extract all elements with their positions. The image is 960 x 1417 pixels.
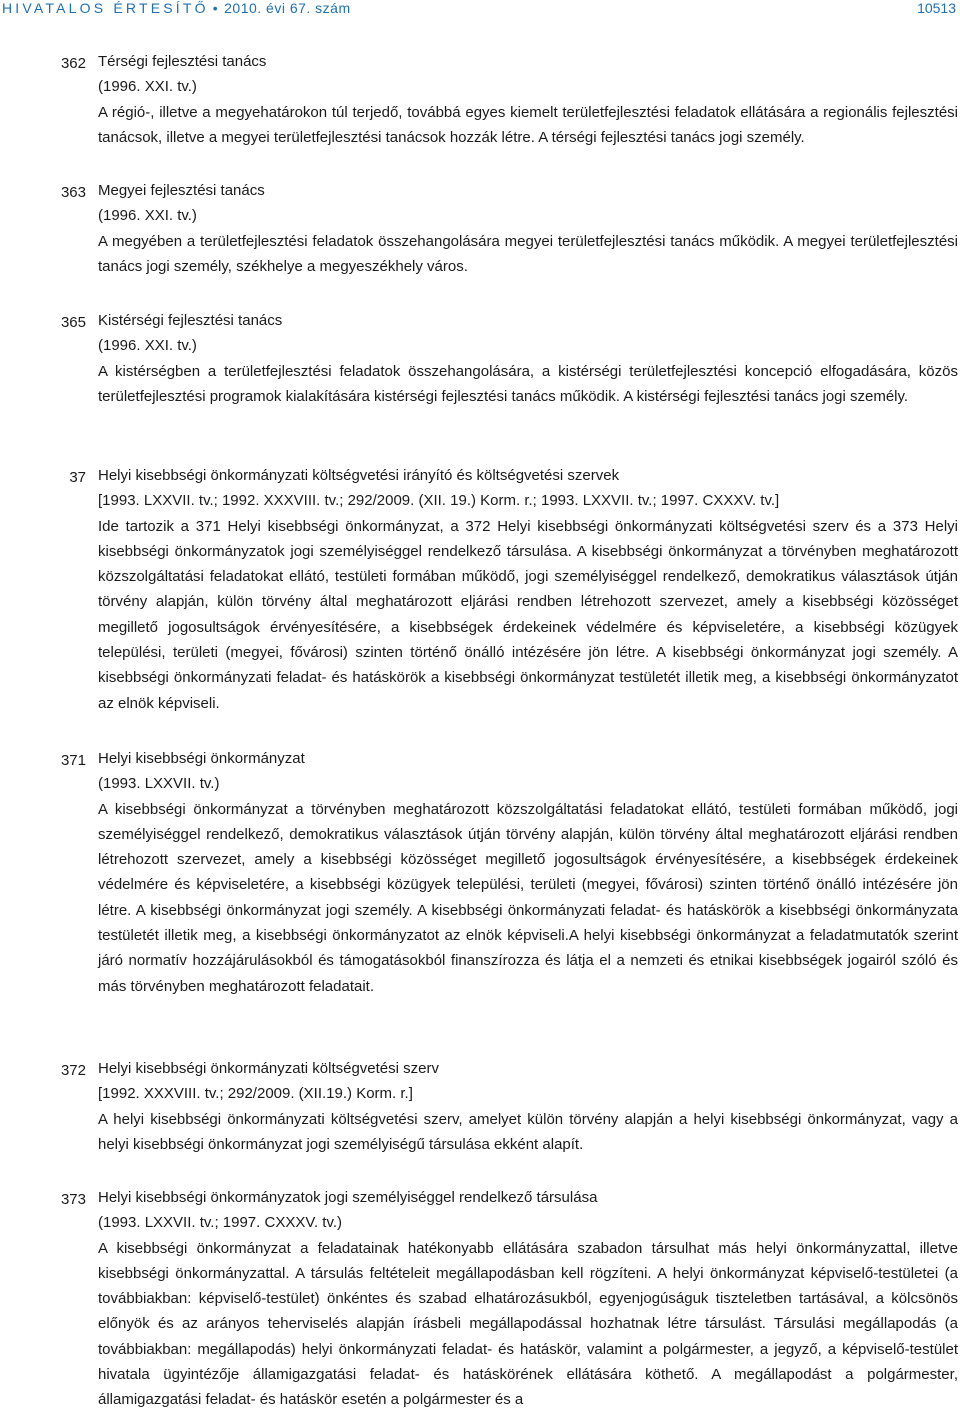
entry-title: Helyi kisebbségi önkormányzatok jogi személyiséggel rendelkező társulása (98, 1189, 598, 1206)
entry-legal-reference: (1996. XXI. tv.) (98, 337, 197, 355)
entry-legal-reference: [1993. LXXVII. tv.; 1992. XXXVIII. tv.; 292/2009. (XII. 19.) Korm. r.; 1993. LXXVII. tv.; 1997. CXXXV. tv.] (98, 492, 780, 510)
entry-code: 362 (60, 55, 86, 72)
entry-description: A megyében a területfejlesztési feladatok összehangolására megyei területfejlesztési tanács működik. A megyei területfejlesztési tanács jogi személy, székhelye a megyeszékhely város. (98, 232, 958, 275)
entry-body (98, 49, 958, 150)
entry-title: Megyei fejlesztési tanács (98, 182, 265, 199)
entry-body (98, 746, 958, 999)
publication-title: HIVATALOS ÉRTESÍTŐ (2, 0, 209, 16)
entry-body (98, 308, 958, 409)
entry-code: 372 (60, 1062, 86, 1079)
entry-description: A kistérségben a területfejlesztési feladatok összehangolására, a kistérségi területfejlesztési koncepció elfogadására, közös területfejlesztési programok kialakítására kistérségi fejlesztési tanács működik. A kistérségi fejlesztési tanács jogi személy. (98, 362, 958, 405)
entry-code: 371 (60, 752, 86, 769)
entry-legal-reference: (1993. LXXVII. tv.; 1997. CXXXV. tv.) (98, 1214, 343, 1232)
entry-legal-reference: (1996. XXI. tv.) (98, 207, 197, 225)
entry-code: 363 (60, 184, 86, 201)
page-number: 10513 (917, 0, 956, 16)
entry-code: 37 (69, 469, 86, 486)
entry-title: Térségi fejlesztési tanács (98, 53, 267, 70)
entry-body (98, 1056, 958, 1157)
entry-description: A helyi kisebbségi önkormányzati költségvetési szerv, amelyet külön törvény alapján a helyi kisebbségi önkormányzat, vagy a helyi kisebbségi önkormányzat jogi személyiségű társulása ekként alapít. (98, 1110, 958, 1153)
page-header (0, 0, 960, 22)
issue-label: 2010. évi 67. szám (224, 0, 351, 16)
entry-code: 365 (60, 314, 86, 331)
entry-title: Kistérségi fejlesztési tanács (98, 312, 283, 329)
entry-legal-reference: [1992. XXXVIII. tv.; 292/2009. (XII.19.) Korm. r.] (98, 1085, 413, 1103)
entry-description: A kisebbségi önkormányzat a feladatainak hatékonyabb ellátására szabadon társulhat más helyi önkormányzattal, illetve kisebbségi önkormányzattal. A társulás feltételeit megállapodásban kell rögzíteni. A helyi önkormányzat képviselő-testületei (a továbbiakban: képviselő-testület) önkéntes és szabad elhatározásukból, egyenjogúságuk tiszteletben tartásával, a kölcsönös előnyök és az arányos teherviselés alapján írásbeli megállapodással hozhatnak létre társulást. Társulási megállapodás (a továbbiakban: megállapodás) helyi önkormányzati feladat- és hatáskör, valamint a polgármester, a jegyző, a képviselő-testület hivatala ügyintézője államigazgatási feladat- és hatáskörének ellátására köthető. A megállapodást a polgármester, államigazgatási feladat- és hatáskör esetén a polgármester és a (98, 1239, 958, 1409)
entry-body (98, 178, 958, 279)
entry-legal-reference: (1996. XXI. tv.) (98, 78, 197, 96)
entry-legal-reference: (1993. LXXVII. tv.) (98, 775, 220, 793)
entry-title: Helyi kisebbségi önkormányzat (98, 750, 305, 767)
entry-description: Ide tartozik a 371 Helyi kisebbségi önkormányzat, a 372 Helyi kisebbségi önkormányzati költségvetési szerv és a 373 Helyi kisebbségi önkormányzatok jogi személyiséggel rendelkező társulása. A kisebbségi önkormányzat a törvényben meghatározott közszolgáltatási feladatokat ellátó, testületi formában működő, jogi személyiséggel rendelkező, demokratikus választások útján törvény alapján, külön törvény által meghatározott eljárási rendben létrehozott szervezet, amely a kisebbségi közösséget megillető jogosultságok érvényesítésére, a kisebbségek érdekeinek védelmére és képviseletére, a kisebbségi közügyek települési, területi (megyei, fővárosi) szinten történő önálló intézésére jön létre. A kisebbségi önkormányzat jogi személy. A kisebbségi önkormányzati feladat- és hatáskörök a kisebbségi önkormányzat testületét illetik meg, a kisebbségi önkormányzatot az elnök képviseli. (98, 517, 958, 712)
entry-title: Helyi kisebbségi önkormányzati költségvetési irányító és költségvetési szervek (98, 467, 620, 484)
entry-code: 373 (60, 1191, 86, 1208)
entry-body (98, 1185, 958, 1413)
running-header (2, 0, 351, 16)
header-separator: • (212, 0, 219, 16)
entry-body (98, 463, 958, 716)
entry-title: Helyi kisebbségi önkormányzati költségvetési szerv (98, 1060, 439, 1077)
entry-description: A régió-, illetve a megyehatárokon túl terjedő, továbbá egyes kiemelt területfejlesztési feladatok ellátására a regionális fejlesztési tanácsok, illetve a megyei területfejlesztési tanácsok hozzák létre. A térségi fejlesztési tanács jogi személy. (98, 103, 958, 146)
entry-description: A kisebbségi önkormányzat a törvényben meghatározott közszolgáltatási feladatokat ellátó, testületi formában működő, jogi személyiséggel rendelkező, demokratikus választások útján törvény alapján, külön törvény által meghatározott eljárási rendben létrehozott szervezet, amely a kisebbségi közösséget megillető jogosultságok érvényesítésére, a kisebbségek érdekeinek védelmére és képviseletére, a kisebbségi közügyek települési, területi (megyei, fővárosi) szinten történő önálló intézésére jön létre. A kisebbségi önkormányzat jogi személy. A kisebbségi önkormányzati feladat- és hatáskörök a kisebbségi önkormányzata testületét illetik meg, a kisebbségi önkormányzatot az elnök képviseli.A helyi kisebbségi önkormányzat a feladatmutatók szerint járó normatív hozzájárulásokból és támogatásokból finanszírozza és látja el a nemzeti és etnikai kisebbségek jogairól szóló és más törvényben meghatározott feladatait. (98, 800, 958, 995)
